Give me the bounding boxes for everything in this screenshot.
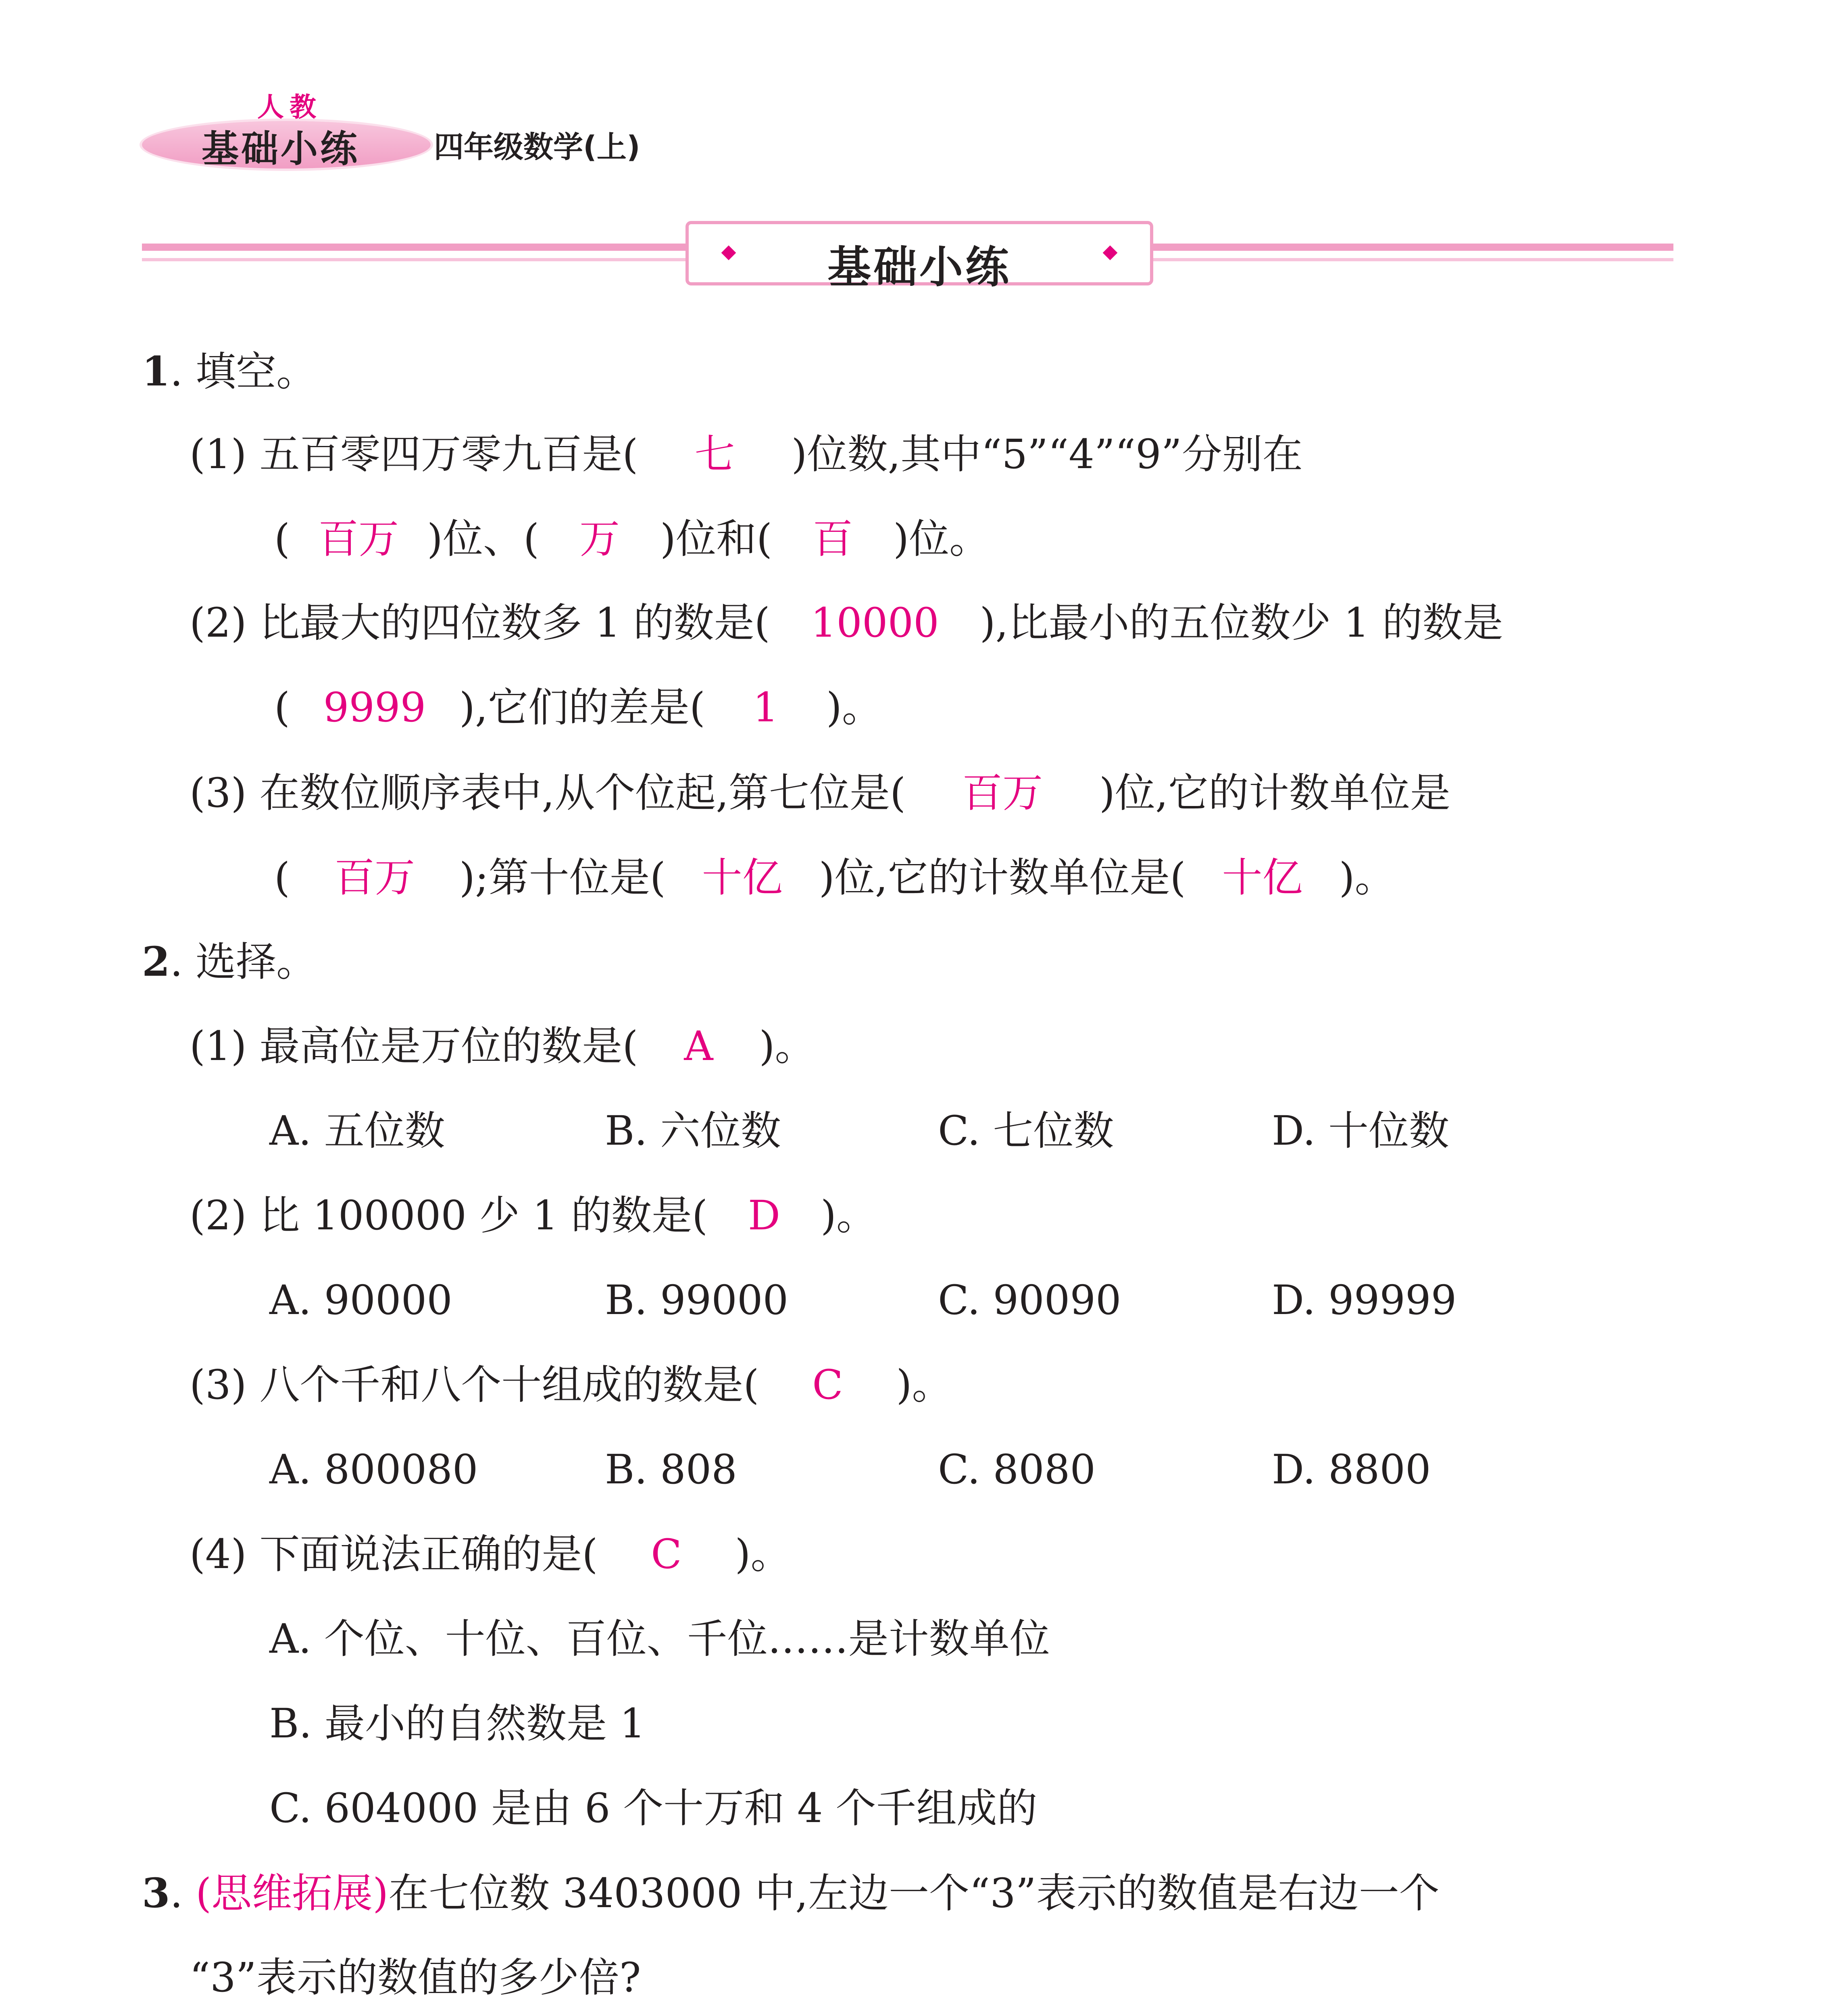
- answer-blank: 百万: [334, 854, 415, 901]
- answer-blank: C: [812, 1361, 843, 1408]
- q2-part1-option: C. 七位数: [938, 1107, 1114, 1154]
- answer-blank: 1: [753, 684, 779, 731]
- q2-part3-option: C. 8080: [938, 1446, 1096, 1493]
- q2-part1: (1) 最高位是万位的数是( A )。: [190, 1016, 815, 1077]
- answer-blank: 百万: [962, 769, 1043, 816]
- q2-part3-option: B. 808: [605, 1446, 737, 1493]
- q1-part3-line1: (3) 在数位顺序表中,从个位起,第七位是( 百万 )位,它的计数单位是: [190, 763, 1450, 823]
- grade-label: 四年级数学(上): [434, 130, 640, 165]
- q2-part1-option: A. 五位数: [269, 1107, 445, 1154]
- q1-part1-line2: ( 百万 )位、( 万 )位和( 百 )位。: [274, 509, 990, 569]
- answer-blank: D: [748, 1192, 781, 1239]
- q2-part3-option: D. 8800: [1272, 1446, 1431, 1493]
- q2-part2-option: A. 90000: [269, 1277, 452, 1324]
- q1-part3-line2: ( 百万 );第十位是( 十亿 )位,它的计数单位是( 十亿 )。: [274, 848, 1395, 908]
- q3-line1: 3. (思维拓展)在七位数 3403000 中,左边一个“3”表示的数值是右边一个: [142, 1869, 1440, 1917]
- answer-blank: C: [651, 1531, 682, 1578]
- banner-rule-left-thin: [142, 258, 685, 261]
- answer-blank: 9999: [323, 684, 426, 731]
- publisher-label: 人教: [257, 92, 322, 123]
- answer-blank: 百万: [318, 515, 399, 562]
- answer-blank: 十亿: [1222, 854, 1303, 901]
- section-banner: [685, 221, 1153, 293]
- q2-part2-option: C. 90090: [938, 1277, 1121, 1324]
- answer-blank: 10000: [810, 599, 939, 646]
- q2-part2-option: B. 99000: [605, 1277, 789, 1324]
- q2-part2-option: D. 99999: [1272, 1277, 1457, 1324]
- q2-part2: (2) 比 100000 少 1 的数是( D )。: [190, 1185, 877, 1246]
- q2-part4: (4) 下面说法正确的是( C )。: [190, 1524, 791, 1585]
- answer-blank: 百: [813, 515, 853, 562]
- q3-tag: (思维拓展): [196, 1870, 389, 1917]
- section-title: 基础小练: [827, 242, 1011, 293]
- q2-part4-option: A. 个位、十位、百位、千位……是计数单位: [269, 1615, 1050, 1662]
- q1-part1-line1: (1) 五百零四万零九百是( 七 )位数,其中“5”“4”“9”分别在: [190, 424, 1303, 485]
- answer-blank: 七: [694, 431, 735, 478]
- q2-part1-option: B. 六位数: [605, 1107, 781, 1154]
- q2-part3: (3) 八个千和八个十组成的数是( C )。: [190, 1355, 952, 1415]
- answer-blank: 万: [579, 515, 620, 562]
- answer-blank: 十亿: [702, 854, 783, 901]
- q1-part2-line1: (2) 比最大的四位数多 1 的数是( 10000 ),比最小的五位数少 1 的数是: [190, 593, 1503, 653]
- q1-part2-line2: ( 9999 ),它们的差是( 1 )。: [274, 677, 882, 738]
- brand-title: 基础小练: [202, 127, 360, 171]
- q2-part1-option: D. 十位数: [1272, 1107, 1450, 1154]
- q1-heading: 1. 填空。: [142, 348, 317, 395]
- q2-part4-option: B. 最小的自然数是 1: [269, 1700, 646, 1747]
- q2-part3-option: A. 800080: [269, 1446, 478, 1493]
- banner-rule-right-thin: [1153, 258, 1673, 261]
- q2-heading: 2. 选择。: [142, 938, 317, 985]
- banner-rule-right: [1153, 244, 1673, 251]
- answer-blank: A: [684, 1023, 713, 1070]
- banner-rule-left: [142, 244, 685, 251]
- q3-line2: “3”表示的数值的多少倍?: [190, 1954, 641, 2001]
- q2-part4-option: C. 604000 是由 6 个十万和 4 个千组成的: [269, 1785, 1038, 1832]
